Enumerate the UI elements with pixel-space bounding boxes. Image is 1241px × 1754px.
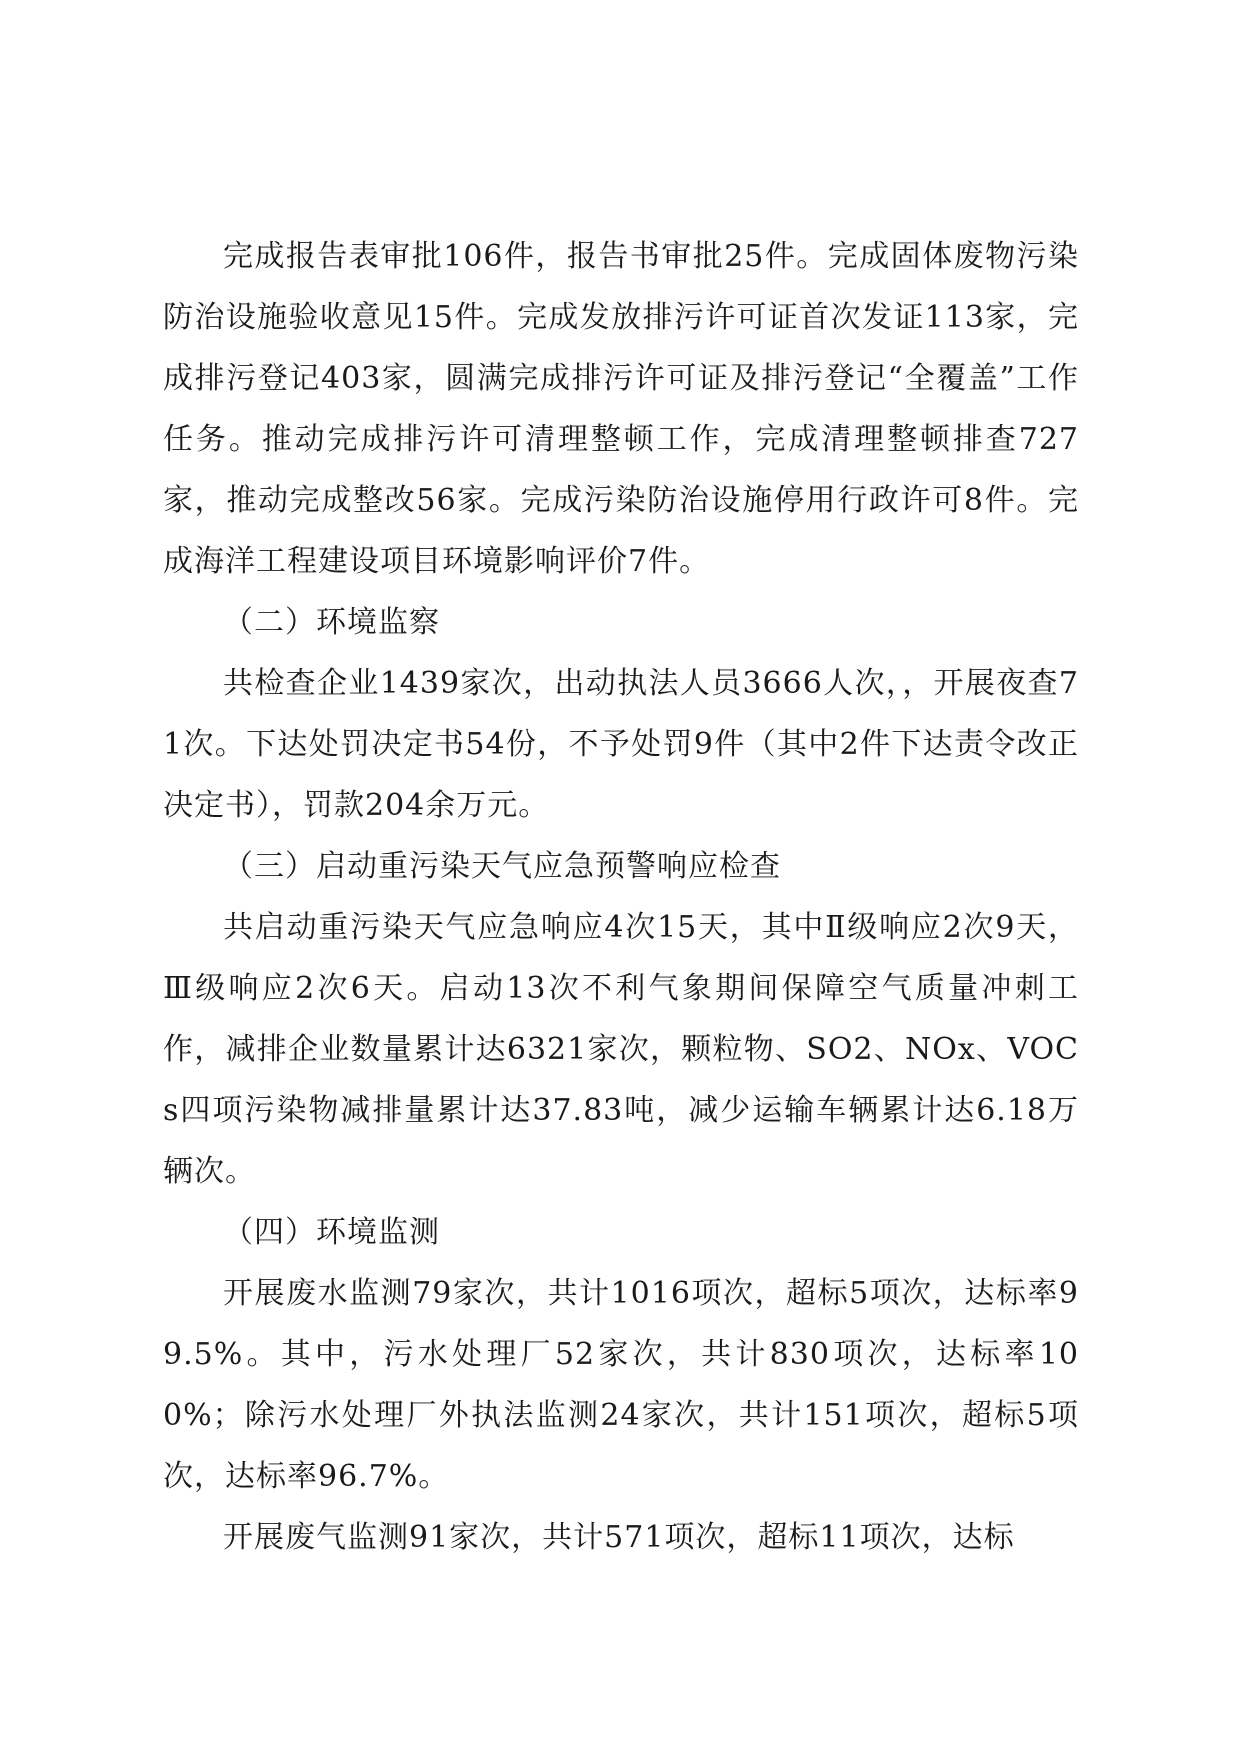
section-heading-emergency-response: （三）启动重污染天气应急预警响应检查 [223, 849, 781, 884]
paragraph-wastewater-monitoring: 开展废水监测79家次，共计1016项次，超标5项次，达标率99.5%。其中，污水处理厂52家次，共计830项次，达标率100%；除污水处理厂外执法监测24家次，共计151项次，超标5项次，达标率96.7%。 [163, 1276, 1079, 1494]
section-heading-environmental-supervision: （二）环境监察 [223, 605, 440, 640]
paragraph-approvals: 完成报告表审批106件，报告书审批25件。完成固体废物污染防治设施验收意见15件。完成发放排污许可证首次发证113家，完成排污登记403家，圆满完成排污许可证及排污登记“全覆盖”工作任务。推动完成排污许可清理整顿工作，完成清理整顿排查727家，推动完成整改56家。完成污染防治设施停用行政许可8件。完成海洋工程建设项目环境影响评价7件。 [163, 239, 1079, 579]
paragraph-emergency-response: 共启动重污染天气应急响应4次15天，其中Ⅱ级响应2次9天，Ⅲ级响应2次6天。启动13次不利气象期间保障空气质量冲刺工作，减排企业数量累计达6321家次，颗粒物、SO2、NOx、VOCs四项污染物减排量累计达37.83吨，减少运输车辆累计达6.18万辆次。 [163, 910, 1079, 1189]
paragraph-exhaust-monitoring: 开展废气监测91家次，共计571项次，超标11项次，达标 [223, 1520, 1015, 1555]
section-heading-environmental-monitoring: （四）环境监测 [223, 1215, 440, 1250]
paragraph-inspections: 共检查企业1439家次，出动执法人员3666人次，，开展夜查71次。下达处罚决定书54份，不予处罚9件（其中2件下达责令改正决定书），罚款204余万元。 [163, 666, 1079, 823]
document-body [163, 226, 1079, 1568]
